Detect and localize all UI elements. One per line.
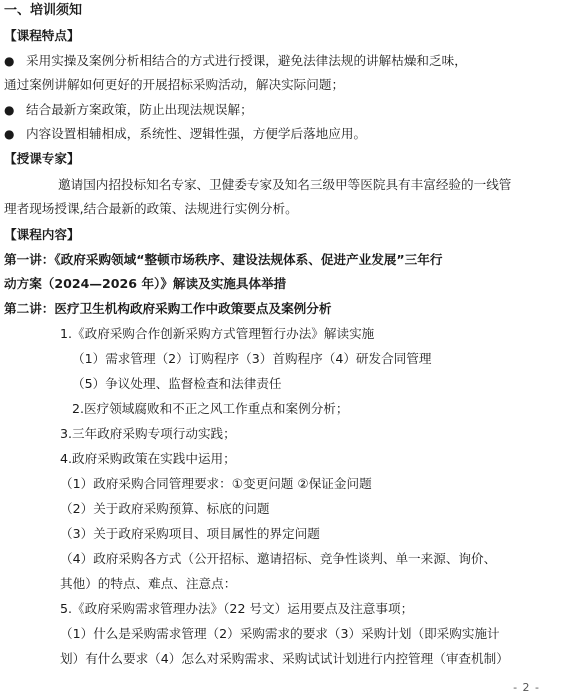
features-heading: 【课程特点】 — [4, 28, 80, 43]
bullet-icon: ● — [4, 127, 15, 141]
feature-text-continued: 通过案例讲解如何更好的开展招标采购活动，解决实际问题； — [4, 77, 345, 92]
feature-item — [4, 125, 366, 143]
content-item: 2.医疗领域腐败和不正之风工作重点和案例分析； — [72, 401, 349, 416]
feature-item — [4, 52, 467, 70]
lecture-1-title-continued: 动方案（2024—2026 年）》解读及实施具体举措 — [4, 276, 287, 291]
bullet-icon: ● — [4, 103, 15, 117]
content-subitem: （4）政府采购各方式（公开招标、邀请招标、竞争性谈判、单一来源、询价、 — [60, 551, 497, 566]
content-subitem: （5）争议处理、监督检查和法律责任 — [72, 376, 282, 391]
content-subitem: （2）关于政府采购预算、标底的问题 — [60, 501, 270, 516]
experts-text: 邀请国内招投标知名专家、卫健委专家及知名三级甲等医院具有丰富经验的一线管 — [58, 177, 512, 192]
content-subitem-continued: 划）有什么要求（4）怎么对采购需求、采购试试计划进行内控管理（审查机制） — [60, 651, 509, 666]
content-item: 1.《政府采购合作创新采购方式管理暂行办法》解读实施 — [60, 326, 375, 341]
content-item: 4.政府采购政策在实践中运用； — [60, 451, 236, 466]
feature-text: 采用实操及案例分析相结合的方式进行授课，避免法律法规的讲解枯燥和乏味， — [26, 53, 467, 68]
lecture-1-title: 第一讲：《政府采购领域“整顿市场秩序、建设法规体系、促进产业发展”三年行 — [4, 252, 443, 267]
content-item: 5.《政府采购需求管理办法》（22 号文）运用要点及注意事项； — [60, 601, 414, 616]
feature-text: 结合最新方案政策，防止出现法规误解； — [26, 102, 253, 117]
page-number: - 2 - — [513, 681, 540, 694]
content-heading: 【课程内容】 — [4, 227, 80, 242]
experts-text-continued: 理者现场授课,结合最新的政策、法规进行实例分析。 — [4, 201, 298, 216]
bullet-icon: ● — [4, 54, 15, 68]
content-subitem: （1）什么是采购需求管理（2）采购需求的要求（3）采购计划（即采购实施计 — [60, 626, 500, 641]
content-item: 3.三年政府采购专项行动实践； — [60, 426, 236, 441]
feature-text: 内容设置相辅相成，系统性、逻辑性强，方便学后落地应用。 — [26, 126, 367, 141]
content-subitem: （1）政府采购合同管理要求：①变更问题 ②保证金问题 — [60, 476, 372, 491]
lecture-2-title: 第二讲：医疗卫生机构政府采购工作中政策要点及案例分析 — [4, 301, 332, 316]
section-title: 一、培训须知 — [4, 3, 83, 18]
feature-item — [4, 101, 253, 119]
content-subitem: （1）需求管理（2）订购程序（3）首购程序（4）研发合同管理 — [72, 351, 432, 366]
experts-heading: 【授课专家】 — [4, 151, 80, 166]
content-subitem-continued: 其他）的特点、难点、注意点： — [60, 576, 237, 591]
content-subitem: （3）关于政府采购项目、项目属性的界定问题 — [60, 526, 320, 541]
